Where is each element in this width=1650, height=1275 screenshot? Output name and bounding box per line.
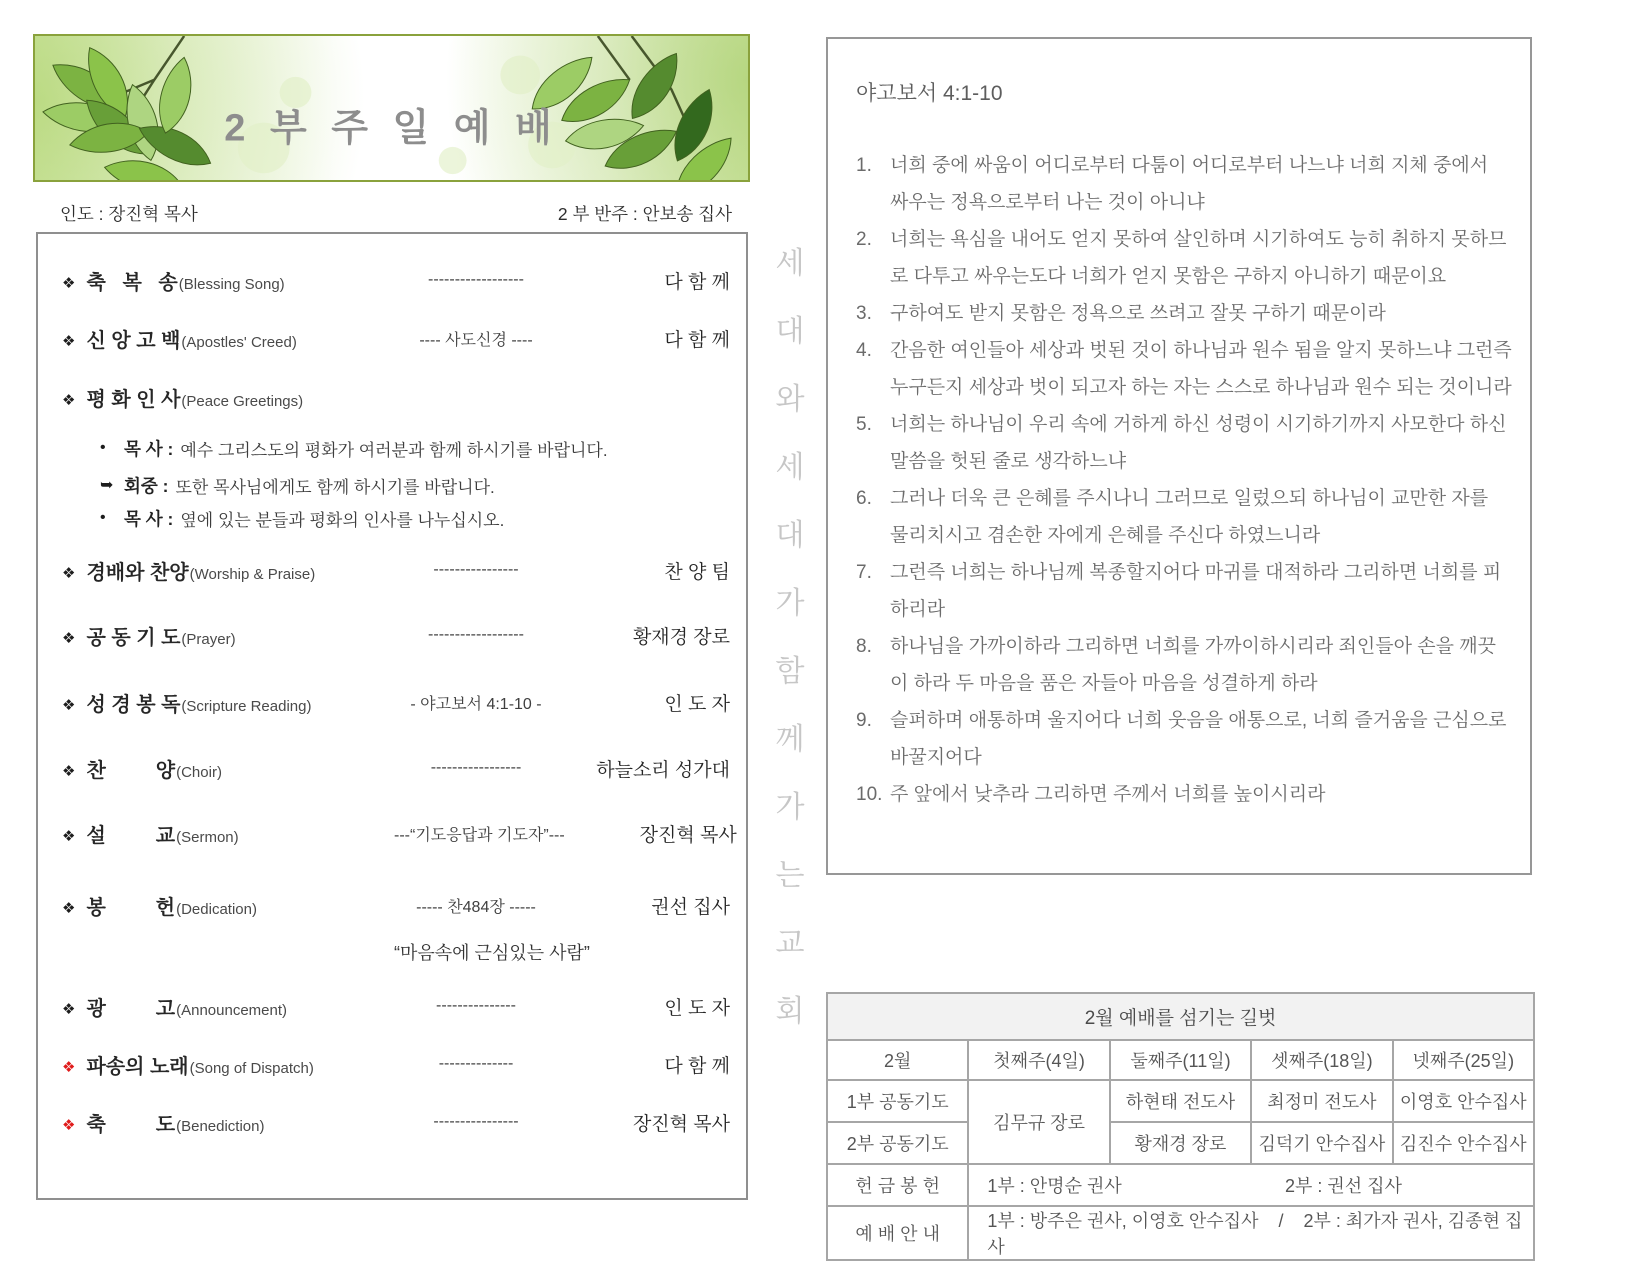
servers-table-cell: 김덕기 안수집사 — [1251, 1122, 1392, 1164]
servers-table-header-cell: 2월 — [827, 1040, 968, 1080]
verse-number: 7. — [856, 562, 872, 583]
verse-line: 물리치시고 겸손한 자에게 은혜를 주신다 하였느니라 — [890, 525, 1321, 546]
scripture-verse — [856, 554, 1510, 628]
servers-table-row — [827, 1164, 1534, 1206]
worship-item-title — [62, 1108, 394, 1137]
verse-line: 간음한 여인들아 세상과 벗된 것이 하나님과 원수 됨을 알지 못하느냐 그런즉 — [890, 340, 1512, 361]
offering-part1: 1부 : 안명순 권사 — [987, 1176, 1122, 1196]
verse-lines — [890, 702, 1510, 776]
servers-table-header-row — [827, 1040, 1534, 1080]
verse-number: 2. — [856, 229, 872, 250]
worship-item-korean: 신 앙 고 백 — [86, 329, 181, 352]
worship-item-middle: ---“기도응답과 기도자”--- — [394, 826, 565, 844]
servers-table-title-row — [827, 993, 1534, 1040]
speaker-text: 옆에 있는 분들과 평화의 인사를 나누십시오. — [180, 510, 505, 530]
slogan-character: 교 — [775, 927, 805, 960]
verse-line: 구하여도 받지 못함은 정욕으로 쓰려고 잘못 구하기 때문이라 — [890, 303, 1386, 324]
servers-table-cell: 하현태 전도사 — [1110, 1080, 1251, 1122]
servers-table-cell: 김진수 안수집사 — [1393, 1122, 1534, 1164]
worship-item-title — [62, 324, 394, 353]
service-accompanist: 2 부 반주 : 안보송 집사 — [557, 204, 732, 224]
worship-item-korean: 봉 헌 — [86, 896, 176, 919]
worship-item-who: 장진혁 목사 — [632, 1113, 730, 1135]
worship-item-who: 황재경 장로 — [632, 626, 730, 648]
scripture-verse — [856, 332, 1510, 406]
verse-number: 3. — [856, 303, 872, 324]
scripture-verse — [856, 221, 1510, 295]
worship-item-title — [62, 266, 394, 295]
worship-item-middle: ----- 찬484장 ----- — [416, 898, 536, 916]
worship-item-who: 다 함 께 — [664, 329, 730, 351]
scripture-verse — [856, 295, 1510, 332]
worship-item-middle: ----------------- — [430, 759, 522, 776]
verse-number: 10. — [856, 784, 883, 805]
servers-table-header-cell: 셋째주(18일) — [1251, 1040, 1392, 1080]
church-slogan-vertical — [770, 238, 810, 1030]
servers-table-cell: 2부 공동기도 — [827, 1122, 968, 1164]
servers-table-header-cell: 넷째주(25일) — [1393, 1040, 1534, 1080]
verse-lines — [890, 554, 1510, 628]
verse-number: 5. — [856, 414, 872, 435]
servers-table-header-cell: 첫째주(4일) — [968, 1040, 1109, 1080]
leaders-row — [60, 201, 732, 226]
worship-item — [62, 553, 730, 587]
servers-table-row — [827, 1206, 1534, 1260]
worship-item-title — [62, 992, 394, 1021]
verse-lines — [890, 332, 1512, 406]
verse-lines — [890, 295, 1510, 332]
slogan-character: 와 — [775, 383, 805, 416]
worship-item-title — [62, 383, 394, 412]
scripture-verse — [856, 406, 1510, 480]
scripture-verse — [856, 628, 1510, 702]
slogan-character: 세 — [775, 247, 805, 280]
verse-line: 너희는 욕심을 내어도 얻지 못하여 살인하며 시기하여도 능히 취하지 못하므 — [890, 229, 1507, 250]
diamond-bullet-icon: ❖ — [62, 1000, 76, 1018]
peace-greeting-line — [100, 433, 730, 463]
diamond-bullet-icon: ❖ — [62, 1058, 76, 1076]
servers-table-cell: 황재경 장로 — [1110, 1122, 1251, 1164]
worship-item-title — [62, 754, 394, 783]
worship-item — [62, 1047, 730, 1081]
servers-table-row — [827, 1080, 1534, 1122]
servers-table-header-cell: 둘째주(11일) — [1110, 1040, 1251, 1080]
scripture-verses — [856, 147, 1510, 813]
verse-number: 1. — [856, 155, 872, 176]
worship-item-english: (Sermon) — [176, 828, 239, 846]
worship-item-who: 다 함 께 — [664, 1055, 730, 1077]
diamond-bullet-icon: ❖ — [62, 827, 76, 845]
worship-item-who: 인 도 자 — [664, 997, 730, 1019]
worship-item — [62, 685, 730, 719]
servers-table-cell: 1부 공동기도 — [827, 1080, 968, 1122]
verse-line: 하나님을 가까이하라 그리하면 너희를 가까이하시리라 죄인들아 손을 깨끗 — [890, 636, 1496, 657]
diamond-bullet-icon: ❖ — [62, 332, 76, 350]
verse-number: 8. — [856, 636, 872, 657]
worship-item-who: 다 함 께 — [664, 271, 730, 293]
diamond-bullet-icon: ❖ — [62, 391, 76, 409]
verse-number: 9. — [856, 710, 872, 731]
servers-table-cell: 김무규 장로 — [968, 1080, 1109, 1164]
worship-item-middle: ------------------ — [428, 271, 524, 288]
servers-table — [826, 992, 1535, 1261]
servers-table-cell: 헌 금 봉 헌 — [827, 1164, 968, 1206]
worship-item-english: (Prayer) — [181, 630, 236, 648]
worship-item-english: (Dedication) — [176, 900, 257, 918]
diamond-bullet-icon: ❖ — [62, 1116, 76, 1134]
worship-item-english: (Song of Dispatch) — [189, 1059, 314, 1077]
worship-item-title — [62, 688, 394, 717]
verse-line: 너희 중에 싸움이 어디로부터 다툼이 어디로부터 나느냐 너희 지체 중에서 — [890, 155, 1489, 176]
verse-number: 4. — [856, 340, 872, 361]
slogan-character: 는 — [775, 859, 805, 892]
slogan-character: 대 — [775, 519, 805, 552]
worship-item-who: 하늘소리 성가대 — [596, 759, 730, 781]
verse-line: 슬퍼하며 애통하며 울지어다 너희 웃음을 애통으로, 너희 즐거움을 근심으로 — [890, 710, 1507, 731]
verse-line: 그러나 더욱 큰 은혜를 주시나니 그러므로 일렀으되 하나님이 교만한 자를 — [890, 488, 1489, 509]
slogan-character: 가 — [775, 587, 805, 620]
worship-item-korean: 축 도 — [86, 1113, 176, 1136]
verse-lines — [890, 628, 1510, 702]
worship-item — [62, 1105, 730, 1139]
verse-lines — [890, 406, 1510, 480]
sub-bullet-icon: • — [100, 439, 106, 456]
slogan-character: 세 — [775, 451, 805, 484]
slogan-character: 회 — [775, 995, 805, 1028]
worship-item-who: 인 도 자 — [664, 693, 730, 715]
worship-item-korean: 설 교 — [86, 824, 176, 847]
worship-item-middle: -------------- — [438, 1055, 514, 1072]
scripture-verse — [856, 776, 1510, 813]
verse-lines — [890, 480, 1510, 554]
worship-item-english: (Worship & Praise) — [189, 565, 316, 583]
verse-line: 주 앞에서 낮추라 그리하면 주께서 너희를 높이시리라 — [890, 784, 1326, 805]
speaker-label: 목 사 : — [124, 508, 174, 529]
sub-bullet-icon: ➥ — [100, 477, 114, 494]
speaker-text: 예수 그리스도의 평화가 여러분과 함께 하시기를 바랍니다. — [180, 440, 608, 460]
worship-item — [62, 751, 730, 785]
scripture-verse — [856, 480, 1510, 554]
scripture-box — [826, 37, 1532, 875]
worship-item-english: (Blessing Song) — [178, 275, 285, 293]
hymn-title-note: “마음속에 근심있는 사람” — [394, 943, 590, 963]
banner — [33, 34, 750, 182]
worship-item-english: (Peace Greetings) — [181, 392, 304, 410]
worship-item-english: (Apostles' Creed) — [181, 333, 297, 351]
worship-item-title — [62, 556, 394, 585]
sub-bullet-icon: • — [100, 509, 106, 526]
verse-line: 하리라 — [890, 599, 946, 620]
worship-item-middle: ------------------ — [428, 626, 524, 643]
worship-item-middle: --------------- — [436, 997, 516, 1014]
verse-lines — [890, 776, 1510, 813]
worship-item — [62, 618, 730, 652]
worship-item-middle: ---- 사도신경 ---- — [419, 331, 533, 349]
speaker-label: 목 사 : — [124, 438, 174, 459]
banner-title: 2 부 주 일 예 배 — [224, 107, 559, 150]
worship-item-korean: 경배와 찬양 — [86, 561, 189, 584]
servers-table-cell: 1부 : 방주은 권사, 이영호 안수집사 / 2부 : 최가자 권사, 김종현 집사 — [968, 1206, 1534, 1260]
worship-item — [62, 989, 730, 1023]
worship-item — [62, 816, 737, 850]
worship-item — [62, 321, 730, 355]
servers-table-cell: 이영호 안수집사 — [1393, 1080, 1534, 1122]
slogan-character: 가 — [775, 791, 805, 824]
worship-item — [62, 380, 730, 414]
worship-item-korean: 광 고 — [86, 997, 176, 1020]
worship-order-box — [36, 232, 748, 1200]
scripture-title: 야고보서 4:1-10 — [856, 82, 1003, 105]
verse-line: 로 다투고 싸우는도다 너희가 얻지 못함은 구하지 아니하기 때문이요 — [890, 266, 1447, 287]
scripture-verse — [856, 147, 1510, 221]
worship-item-title — [62, 1050, 394, 1079]
worship-item-english: (Announcement) — [176, 1001, 288, 1019]
worship-item-who: 권선 집사 — [651, 896, 730, 918]
servers-table-title: 2월 예배를 섬기는 길벗 — [827, 993, 1534, 1040]
scripture-verse — [856, 702, 1510, 776]
worship-item-korean: 찬 양 — [86, 759, 176, 782]
slogan-character: 께 — [775, 723, 805, 756]
diamond-bullet-icon: ❖ — [62, 274, 76, 292]
peace-greeting-line — [100, 503, 730, 533]
worship-item-who: 찬 양 팀 — [664, 561, 730, 583]
verse-lines — [890, 147, 1510, 221]
diamond-bullet-icon: ❖ — [62, 696, 76, 714]
worship-item-who: 장진혁 목사 — [639, 824, 737, 846]
servers-table-cell: 예 배 안 내 — [827, 1206, 968, 1260]
worship-item-english: (Scripture Reading) — [181, 697, 312, 715]
slogan-character: 대 — [775, 315, 805, 348]
worship-item — [62, 263, 730, 297]
verse-line: 말씀을 헛된 줄로 생각하느냐 — [890, 451, 1127, 472]
verse-line: 이 하라 두 마음을 품은 자들아 마음을 성결하게 하라 — [890, 673, 1318, 694]
speaker-text: 또한 목사님에게도 함께 하시기를 바랍니다. — [175, 477, 495, 497]
verse-number: 6. — [856, 488, 872, 509]
peace-greeting-line — [100, 470, 730, 500]
verse-line: 너희는 하나님이 우리 속에 거하게 하신 성령이 시기하기까지 사모한다 하신 — [890, 414, 1507, 435]
verse-line: 바꿀지어다 — [890, 747, 982, 768]
slogan-character: 함 — [775, 655, 805, 688]
worship-item-english: (Choir) — [176, 763, 222, 781]
diamond-bullet-icon: ❖ — [62, 762, 76, 780]
worship-item-middle: ---------------- — [433, 561, 519, 578]
worship-item-middle: ---------------- — [433, 1113, 519, 1130]
verse-line: 싸우는 정욕으로부터 나는 것이 아니냐 — [890, 192, 1205, 213]
worship-item-title — [62, 819, 394, 848]
worship-item-korean: 성 경 봉 독 — [86, 693, 181, 716]
diamond-bullet-icon: ❖ — [62, 629, 76, 647]
dedication-hymn-note-row — [62, 935, 730, 969]
offering-split-cell — [969, 1172, 1533, 1198]
worship-item-korean: 축 복 송 — [86, 271, 178, 294]
worship-item-middle: - 야고보서 4:1-10 - — [410, 695, 542, 713]
servers-table-cell — [968, 1164, 1534, 1206]
worship-item — [62, 888, 730, 922]
worship-item-title — [62, 891, 394, 920]
diamond-bullet-icon: ❖ — [62, 564, 76, 582]
worship-item-title — [62, 621, 394, 650]
service-leader: 인도 : 장진혁 목사 — [60, 204, 198, 224]
speaker-label: 회중 : — [124, 475, 169, 496]
servers-table-row — [827, 1122, 1534, 1164]
worship-item-korean: 공 동 기 도 — [86, 626, 181, 649]
worship-item-korean: 평 화 인 사 — [86, 388, 181, 411]
offering-part2: 2부 : 권선 집사 — [1285, 1176, 1402, 1196]
verse-lines — [890, 221, 1510, 295]
diamond-bullet-icon: ❖ — [62, 899, 76, 917]
worship-item-english: (Benediction) — [176, 1117, 265, 1135]
verse-line: 누구든지 세상과 벗이 되고자 하는 자는 스스로 하나님과 원수 되는 것이니라 — [890, 377, 1512, 398]
verse-line: 그런즉 너희는 하나님께 복종할지어다 마귀를 대적하라 그리하면 너희를 피 — [890, 562, 1502, 583]
servers-table-cell: 최정미 전도사 — [1251, 1080, 1392, 1122]
worship-item-korean: 파송의 노래 — [86, 1055, 189, 1078]
